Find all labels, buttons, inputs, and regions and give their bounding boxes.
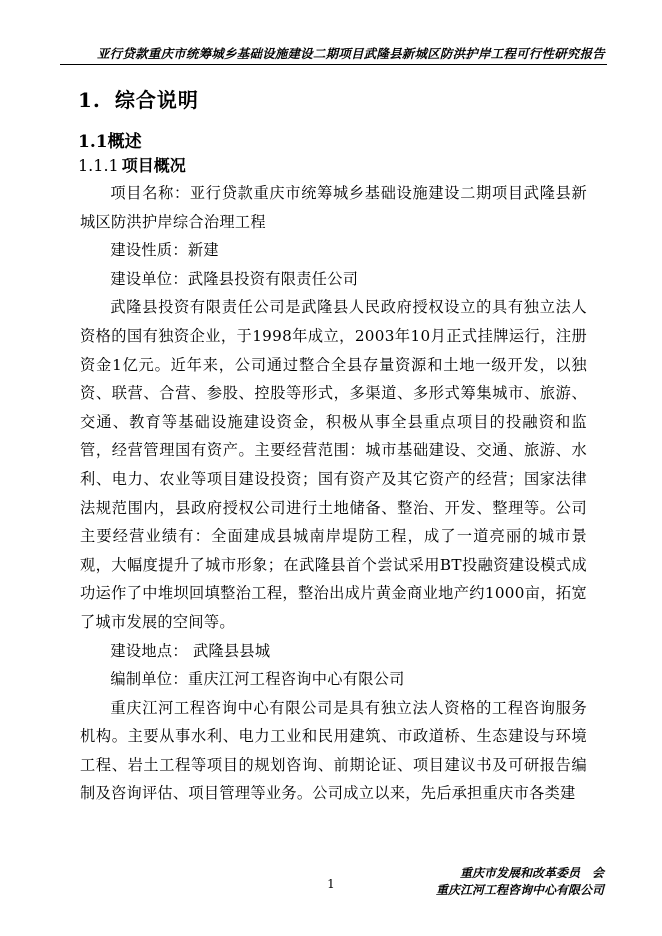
subsection-heading	[78, 127, 142, 152]
section-heading	[78, 84, 199, 113]
section-number: 1.	[78, 88, 101, 112]
page-header-title: 亚行贷款重庆市统筹城乡基础设施建设二期项目武隆县新城区防洪护岸工程可行性研究报告	[96, 46, 605, 61]
consulting-company-description: 重庆江河工程咨询中心有限公司是具有独立法人资格的工程咨询服务机构。主要从事水利、电力工业和民用建筑、市政道桥、生态建设与环境工程、岩土工程等项目的规划咨询、前期论证、项目建议书及可研报告编制及咨询评估、项目管理等业务。公司成立以来，先后承担重庆市各类建	[80, 698, 587, 803]
page-number: 1	[327, 877, 335, 891]
subsubsection-heading	[78, 153, 186, 176]
subsection-number: 1.1	[78, 132, 108, 152]
project-name-paragraph: 项目名称：亚行贷款重庆市统筹城乡基础设施建设二期项目武隆县新城区防洪护岸综合治理工程	[80, 184, 587, 231]
body-text	[80, 179, 587, 808]
subsubsection-title: 项目概况	[121, 156, 186, 175]
footer-org-line1: 重庆市发展和改革委员 会	[459, 866, 604, 880]
subsubsection-number: 1.1.1	[78, 156, 119, 175]
investment-company-description: 武隆县投资有限责任公司是武隆县人民政府授权设立的具有独立法人资格的国有独资企业，于1998年成立，2003年10月正式挂牌运行，注册资金1亿元。近年来，公司通过整合全县存量资源和土地一级开发，以独资、联营、合营、参股、控股等形式，多渠道、多形式筹集城市、旅游、交通、教育等基础设施建设资金，积极从事全县重点项目的投融资和监管，经营管理国有资产。主要经营范围：城市基础建设、交通、旅游、水利、电力、农业等项目建设投资；国有资产及其它资产的经营；国家法律法规范围内，县政府授权公司进行土地储备、整治、开发、整理等。公司主要经营业绩有：全面建成县城南岸堤防工程，成了一道亮丽的城市景观，大幅度提升了城市形象；在武隆县首个尝试采用BT投融资建设模式成功运作了中堆坝回填整治工程，整治出成片黄金商业地产约1000亩，拓宽了城市发展的空间等。	[80, 298, 587, 631]
compiling-unit-paragraph: 编制单位：重庆江河工程咨询中心有限公司	[110, 670, 405, 689]
construction-unit-paragraph: 建设单位：武隆县投资有限责任公司	[110, 269, 359, 288]
construction-nature-paragraph: 建设性质：新建	[110, 241, 219, 260]
section-title: 综合说明	[114, 88, 199, 112]
header-divider	[60, 64, 607, 65]
subsection-title: 概述	[107, 132, 142, 152]
footer-org-line2: 重庆江河工程咨询中心有限公司	[435, 883, 604, 897]
construction-site-paragraph: 建设地点： 武隆县县城	[110, 641, 271, 660]
footer-organizations	[436, 865, 604, 899]
